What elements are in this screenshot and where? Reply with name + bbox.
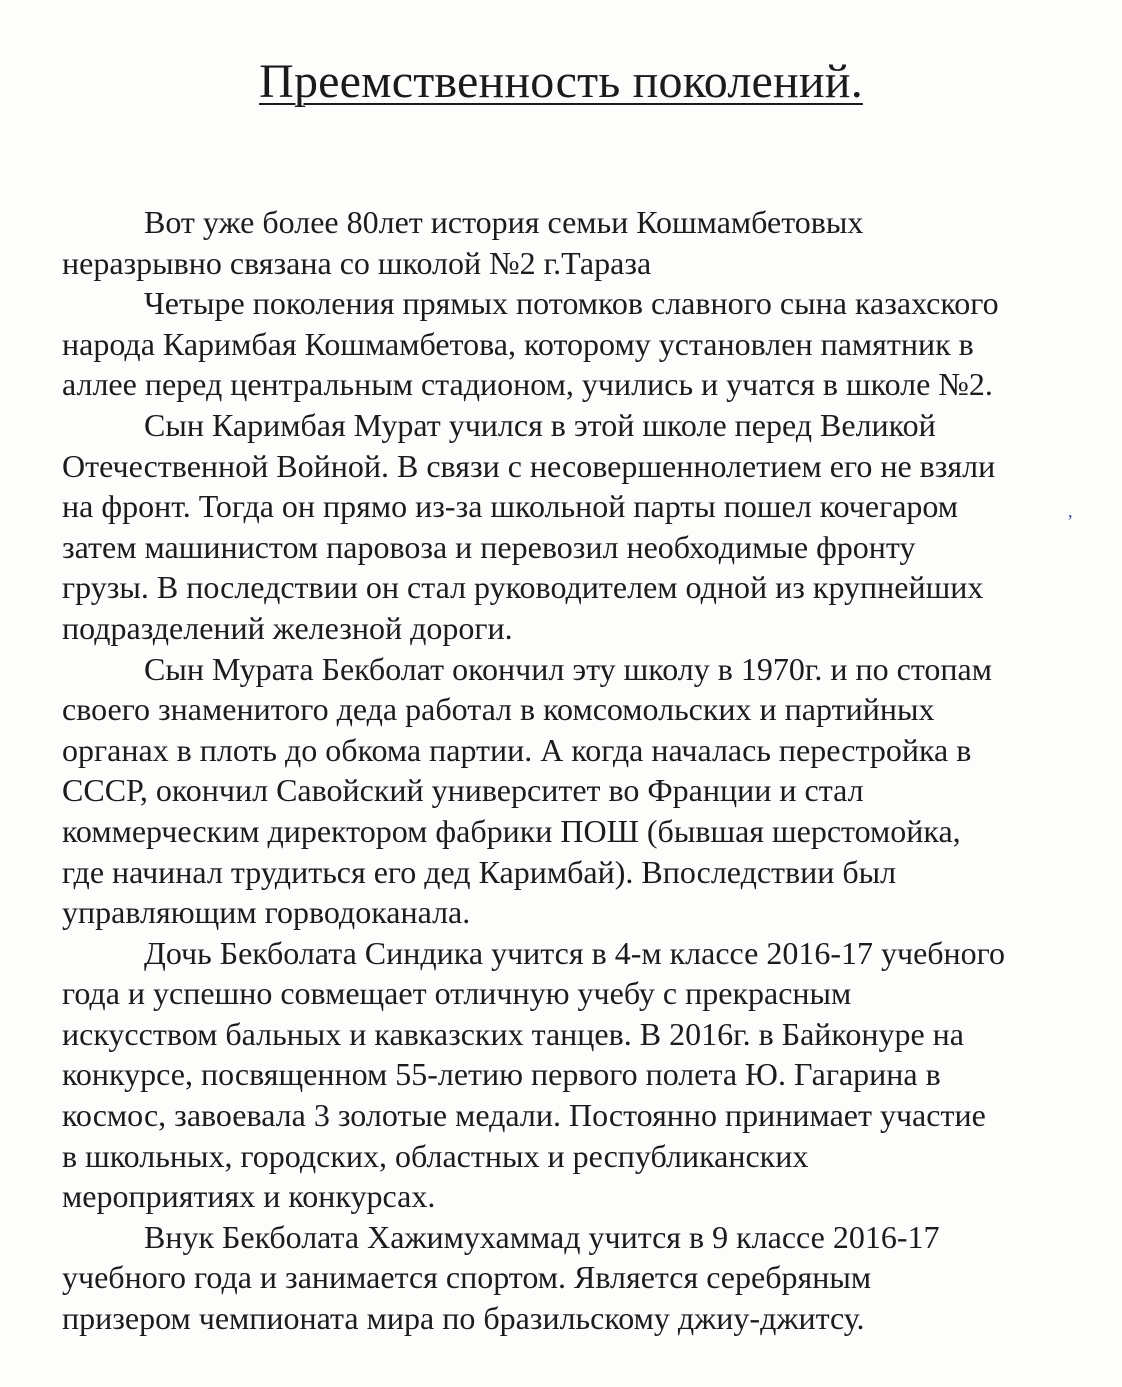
text-line: космос, завоевала 3 золотые медали. Постоянно принимает участие — [62, 1097, 986, 1134]
page-title: Преемственность поколений. — [259, 55, 863, 108]
handwritten-comma-mark: , — [1068, 501, 1073, 521]
text-line: затем машинистом паровоза и перевозил необходимые фронту — [62, 528, 916, 565]
text-line: СССР, окончил Савойский университет во Франции и стал — [62, 772, 864, 809]
text-line: мероприятиях и конкурсах. — [62, 1178, 436, 1215]
text-line: органах в плоть до обкома партии. А когда началась перестройка в — [62, 731, 972, 768]
text-line: в школьных, городских, областных и республиканских — [62, 1137, 809, 1174]
text-line: управляющим горводоканала. — [62, 894, 471, 931]
text-line: Четыре поколения прямых потомков славного сына казахского — [144, 285, 999, 322]
text-line: аллее перед центральным стадионом, учились и учатся в школе №2. — [62, 366, 993, 403]
text-line: учебного года и занимается спортом. Является серебряным — [62, 1259, 872, 1296]
text-line: своего знаменитого деда работал в комсомольских и партийных — [62, 691, 935, 728]
text-line: Сын Мурата Бекболат окончил эту школу в 1970г. и по стопам — [144, 650, 992, 687]
text-line: коммерческим директором фабрики ПОШ (бывшая шерстомойка, — [62, 812, 961, 849]
text-line: народа Каримбая Кошмамбетова, которому установлен памятник в — [62, 325, 974, 362]
text-line: на фронт. Тогда он прямо из-за школьной парты пошел кочегаром — [62, 488, 959, 525]
text-line: Дочь Бекболата Синдика учится в 4-м классе 2016-17 учебного — [144, 934, 1005, 971]
text-line: конкурсе, посвященном 55-летию первого полета Ю. Гагарина в — [62, 1056, 941, 1093]
text-line: искусством бальных и кавказских танцев. В 2016г. в Байконуре на — [62, 1015, 964, 1052]
text-line: где начинал трудиться его дед Каримбай). Впоследствии был — [62, 853, 897, 890]
text-line: неразрывно связана со школой №2 г.Тараза — [62, 244, 652, 281]
text-line: Внук Бекболата Хажимухаммад учится в 9 классе 2016-17 — [144, 1218, 940, 1255]
text-line: Вот уже более 80лет история семьи Кошмамбетовых — [144, 204, 864, 240]
text-line: призером чемпионата мира по бразильскому джиу-джитсу. — [62, 1300, 865, 1337]
text-line: Сын Каримбая Мурат учился в этой школе перед Великой — [144, 406, 936, 443]
document-body — [62, 202, 1094, 1339]
text-line: Отечественной Войной. В связи с несовершеннолетием его не взяли — [62, 447, 996, 484]
text-line: года и успешно совмещает отличную учебу с прекрасным — [62, 975, 852, 1012]
text-line: подразделений железной дороги. — [62, 609, 513, 646]
text-line: грузы. В последствии он стал руководителем одной из крупнейших — [62, 569, 984, 606]
